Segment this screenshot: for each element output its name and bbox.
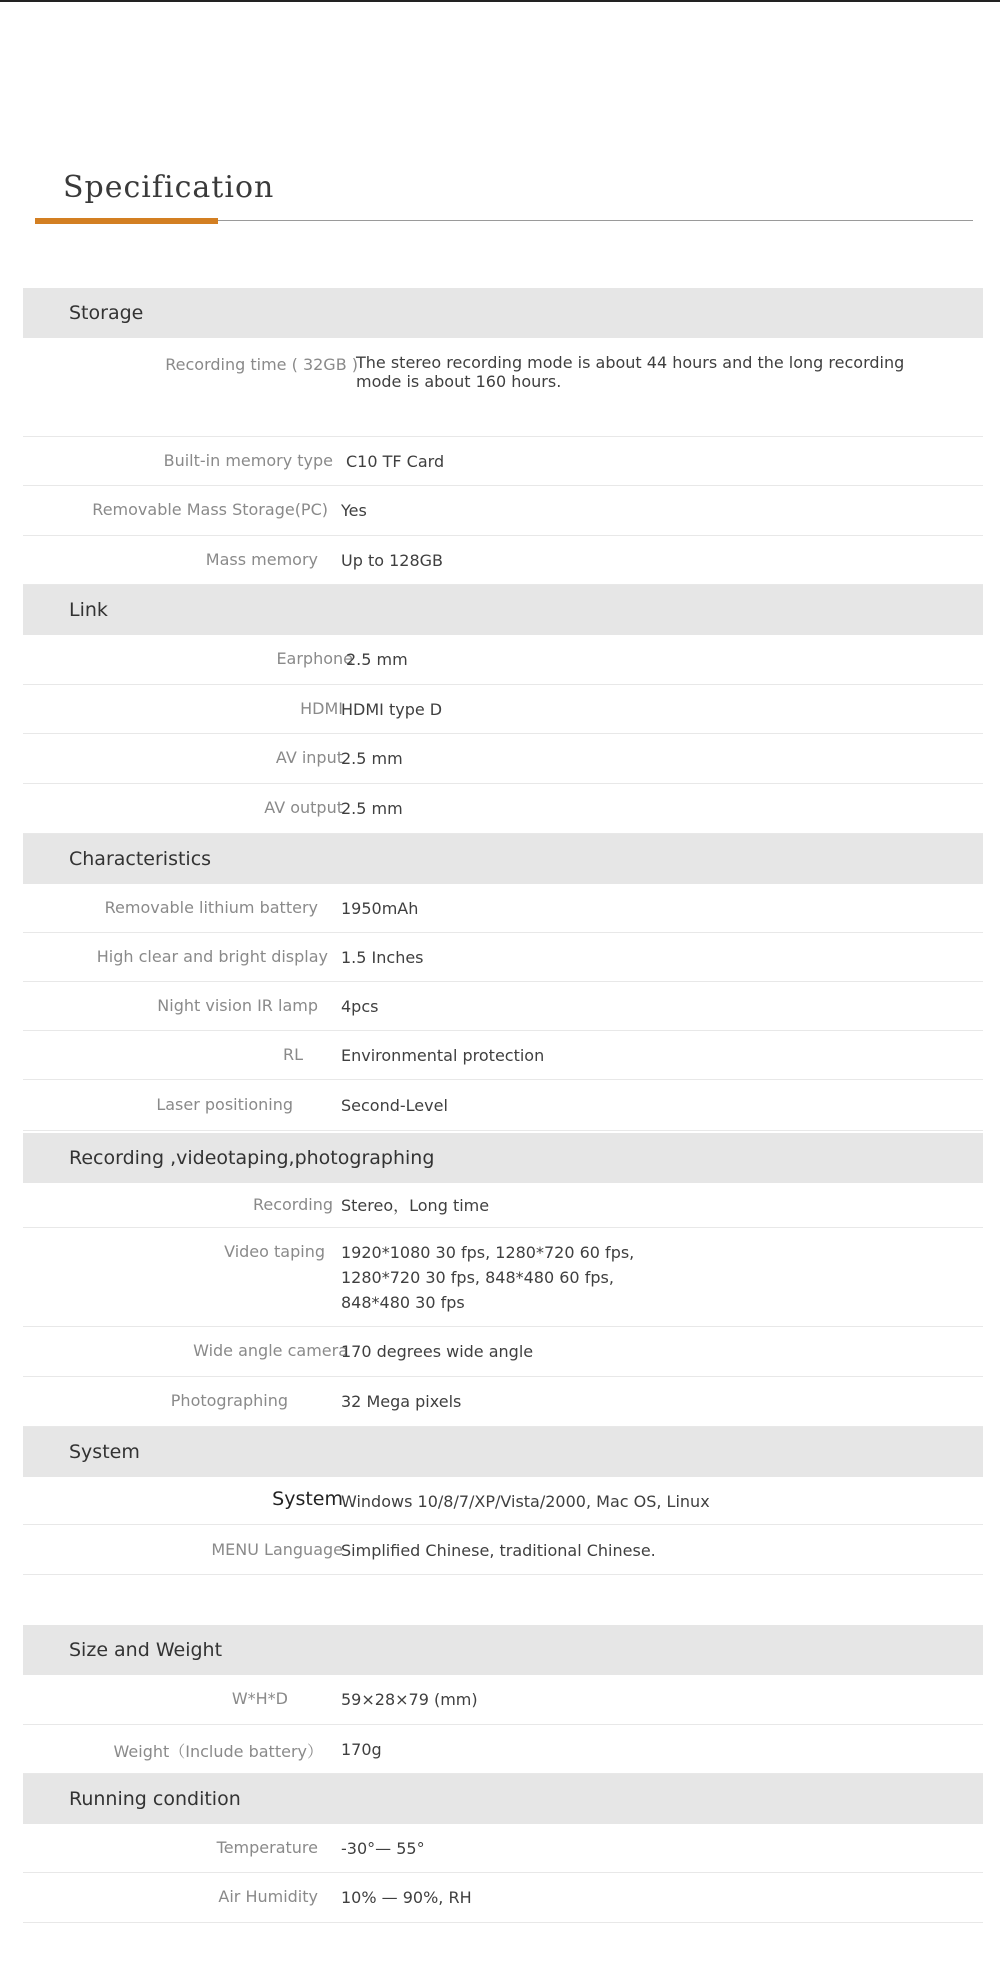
spec-row xyxy=(23,784,983,834)
spec-row xyxy=(23,1525,983,1575)
spec-label: HDMI xyxy=(300,699,343,718)
spec-value: 10% — 90%, RH xyxy=(341,1888,472,1907)
spec-value: 4pcs xyxy=(341,997,379,1016)
spec-value-line: 1280*720 30 fps, 848*480 60 fps, xyxy=(341,1268,614,1287)
spec-row xyxy=(23,884,983,933)
spec-row xyxy=(23,486,983,536)
spec-row xyxy=(23,1824,983,1873)
spec-value: Stereo，Long time xyxy=(341,1196,490,1215)
spec-label: Built-in memory type xyxy=(163,451,333,470)
spec-row xyxy=(23,1031,983,1080)
spec-label: System xyxy=(272,1488,343,1510)
section-header-link: Link xyxy=(23,585,983,635)
spec-value: 1.5 Inches xyxy=(341,948,424,967)
spec-value: 32 Mega pixels xyxy=(341,1392,462,1411)
spec-value-line: The stereo recording mode is about 44 hours and the long recording xyxy=(356,353,905,372)
spec-label: Earphone xyxy=(276,649,353,668)
spec-value: Second-Level xyxy=(341,1096,448,1115)
spec-value: HDMI type D xyxy=(341,700,443,719)
spec-value: 2.5 mm xyxy=(346,650,408,669)
spec-row xyxy=(23,1873,983,1923)
spec-label: AV output xyxy=(264,798,343,817)
spec-label: AV input xyxy=(275,748,343,767)
spec-row xyxy=(23,1477,983,1525)
spec-row xyxy=(23,1228,983,1327)
spec-label: Temperature xyxy=(216,1838,318,1857)
section-header-running-condition: Running condition xyxy=(23,1774,983,1824)
spec-value-line: 848*480 30 fps xyxy=(341,1293,465,1312)
spec-label: Removable lithium battery xyxy=(104,898,318,917)
spec-value: Yes xyxy=(341,501,367,520)
spec-value-line: 1920*1080 30 fps, 1280*720 60 fps, xyxy=(341,1243,635,1262)
spec-value: 1950mAh xyxy=(341,899,419,918)
spec-value-line: mode is about 160 hours. xyxy=(356,372,562,391)
spec-label: Photographing xyxy=(170,1391,288,1410)
spec-label: Recording xyxy=(252,1195,333,1214)
spec-row xyxy=(23,1725,983,1774)
spec-value: Up to 128GB xyxy=(341,551,444,570)
title-accent-bar xyxy=(35,218,218,224)
spec-label: MENU Language xyxy=(211,1540,343,1559)
spec-value: Windows 10/8/7/XP/Vista/2000, Mac OS, Linux xyxy=(341,1492,710,1511)
page-title: Specification xyxy=(63,170,275,205)
section-header-system: System xyxy=(23,1427,983,1477)
spec-value xyxy=(341,1240,634,1315)
spec-value: Environmental protection xyxy=(341,1046,545,1065)
spec-row xyxy=(23,982,983,1031)
spec-value: Simplified Chinese, traditional Chinese. xyxy=(341,1541,656,1560)
spec-label: Weight（Include battery） xyxy=(113,1742,323,1761)
spec-label: High clear and bright display xyxy=(96,947,328,966)
spec-value: 2.5 mm xyxy=(341,749,403,768)
spec-row xyxy=(23,933,983,982)
spec-value: 2.5 mm xyxy=(341,799,403,818)
spec-label: Removable Mass Storage(PC) xyxy=(92,500,328,519)
section-header-size-weight: Size and Weight xyxy=(23,1625,983,1675)
spec-value: 170 degrees wide angle xyxy=(341,1342,534,1361)
spec-row xyxy=(23,1327,983,1377)
spec-value: 59×28×79 (mm) xyxy=(341,1690,478,1709)
spec-value: C10 TF Card xyxy=(346,452,445,471)
spec-row xyxy=(23,1675,983,1725)
spec-label: Video taping xyxy=(224,1242,325,1261)
spec-label: RL xyxy=(282,1045,303,1064)
spec-row xyxy=(23,338,983,437)
spec-row xyxy=(23,685,983,734)
spec-label: Mass memory xyxy=(205,550,318,569)
spec-label: Recording time ( 32GB ) xyxy=(165,355,358,374)
spec-value: 170g xyxy=(341,1740,382,1759)
spec-value xyxy=(356,353,904,391)
spec-row xyxy=(23,635,983,685)
spec-row xyxy=(23,437,983,486)
section-header-characteristics: Characteristics xyxy=(23,834,983,884)
spec-row xyxy=(23,734,983,784)
spec-row xyxy=(23,1080,983,1131)
spec-row xyxy=(23,1377,983,1427)
spec-row xyxy=(23,536,983,585)
spec-value: -30°— 55° xyxy=(341,1839,425,1858)
spec-row xyxy=(23,1183,983,1228)
spec-label: W*H*D xyxy=(231,1689,288,1708)
section-header-storage: Storage xyxy=(23,288,983,338)
spec-label: Air Humidity xyxy=(218,1887,318,1906)
spec-label: Wide angle camera xyxy=(193,1341,348,1360)
spec-label: Laser positioning xyxy=(156,1095,293,1114)
section-header-recording: Recording ,videotaping,photographing xyxy=(23,1133,983,1183)
spec-label: Night vision IR lamp xyxy=(157,996,318,1015)
top-border xyxy=(0,0,1000,2)
